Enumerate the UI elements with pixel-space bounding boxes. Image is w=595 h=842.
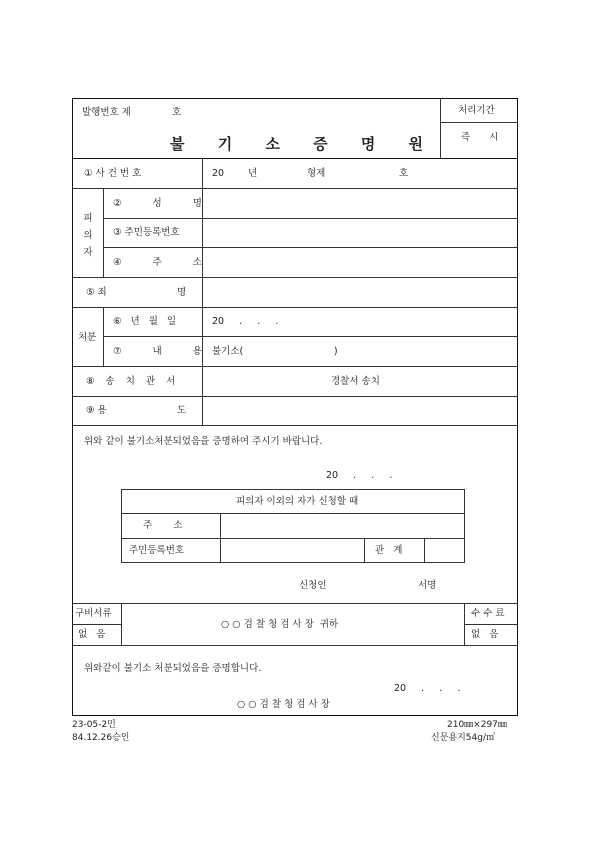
issue-number-suffix: 호 <box>172 107 182 118</box>
name-field[interactable] <box>204 190 516 217</box>
processing-period-label: 처리기간 <box>458 105 495 116</box>
rrn-field[interactable] <box>204 220 516 246</box>
applicant-address-label: 주 소 <box>143 520 183 531</box>
required-docs-value: 없 음 <box>78 629 106 640</box>
disposition-content-value: 불기소( ) <box>212 346 338 357</box>
address-field[interactable] <box>204 249 516 276</box>
applicant-address-field[interactable] <box>222 515 463 537</box>
applicant-rrn-label: 주민등록번호 <box>129 545 185 556</box>
disposition-group-label: 처분 <box>78 332 97 343</box>
certify-statement: 위와같이 불기소 처분되었음을 증명합니다. <box>84 663 262 674</box>
applicant-relation-field[interactable] <box>426 540 463 562</box>
request-date: 20 . . . <box>326 470 393 481</box>
disposition-date-label: ⑥ 년 월 일 <box>113 316 177 327</box>
suspect-group-label: 피 의 자 <box>83 213 93 258</box>
case-number-type: 형제 <box>307 168 326 179</box>
paper-size: 210㎜×297㎜ <box>447 720 507 730</box>
crime-label: ⑤ 죄 <box>86 287 107 298</box>
purpose-field[interactable] <box>204 398 516 424</box>
crime-field[interactable] <box>204 279 516 306</box>
applicant-relation-label: 관 계 <box>375 545 403 556</box>
form-number: 23-05-2민 <box>72 720 116 730</box>
applicant-label: 신청인 <box>299 580 327 591</box>
purpose-label-end: 도 <box>177 405 187 416</box>
case-number-year: 20 <box>212 168 225 179</box>
purpose-label: ⑨ 용 <box>86 405 107 416</box>
case-number-year-unit: 년 <box>248 168 258 179</box>
applicant-box-title: 피의자 이외의 자가 신청할 때 <box>236 496 359 507</box>
certify-date: 20 . . . <box>394 683 461 694</box>
case-number-label: ① 사 건 번 호 <box>84 168 142 179</box>
crime-label-end: 명 <box>177 287 187 298</box>
sending-office-value: 경찰서 송치 <box>331 376 380 387</box>
document-title: 불 기 소 증 명 원 <box>170 135 438 153</box>
addressee-text: ○ ○ 검 찰 청 검 사 장 귀하 <box>221 619 339 630</box>
fee-value: 없 음 <box>471 629 499 640</box>
address-label: ④ 주 소 <box>113 257 202 268</box>
sending-office-label: ⑧ 송 치 관 서 <box>86 376 176 387</box>
request-statement: 위와 같이 불기소처분되었음을 증명하여 주시기 바랍니다. <box>84 436 323 447</box>
rrn-label: ③ 주민등록번호 <box>113 227 180 238</box>
required-docs-label: 구비서류 <box>75 608 112 619</box>
applicant-rrn-field[interactable] <box>222 540 363 562</box>
disposition-content-label: ⑦ 내 용 <box>113 346 202 357</box>
issue-number-label: 발행번호 제 <box>82 107 131 118</box>
disposition-date-value: 20 . . . <box>212 316 279 327</box>
certify-issuer: ○ ○ 검 찰 청 검 사 장 <box>237 699 330 710</box>
name-label: ② 성 명 <box>113 198 202 209</box>
approval-date: 84.12.26승인 <box>72 733 130 743</box>
fee-label: 수 수 료 <box>471 608 505 619</box>
case-number-suffix: 호 <box>399 168 409 179</box>
paper-type: 신문용지54g/㎡ <box>431 733 495 743</box>
signature-label: 서명 <box>418 580 437 591</box>
processing-period-value: 즉 시 <box>461 132 507 143</box>
